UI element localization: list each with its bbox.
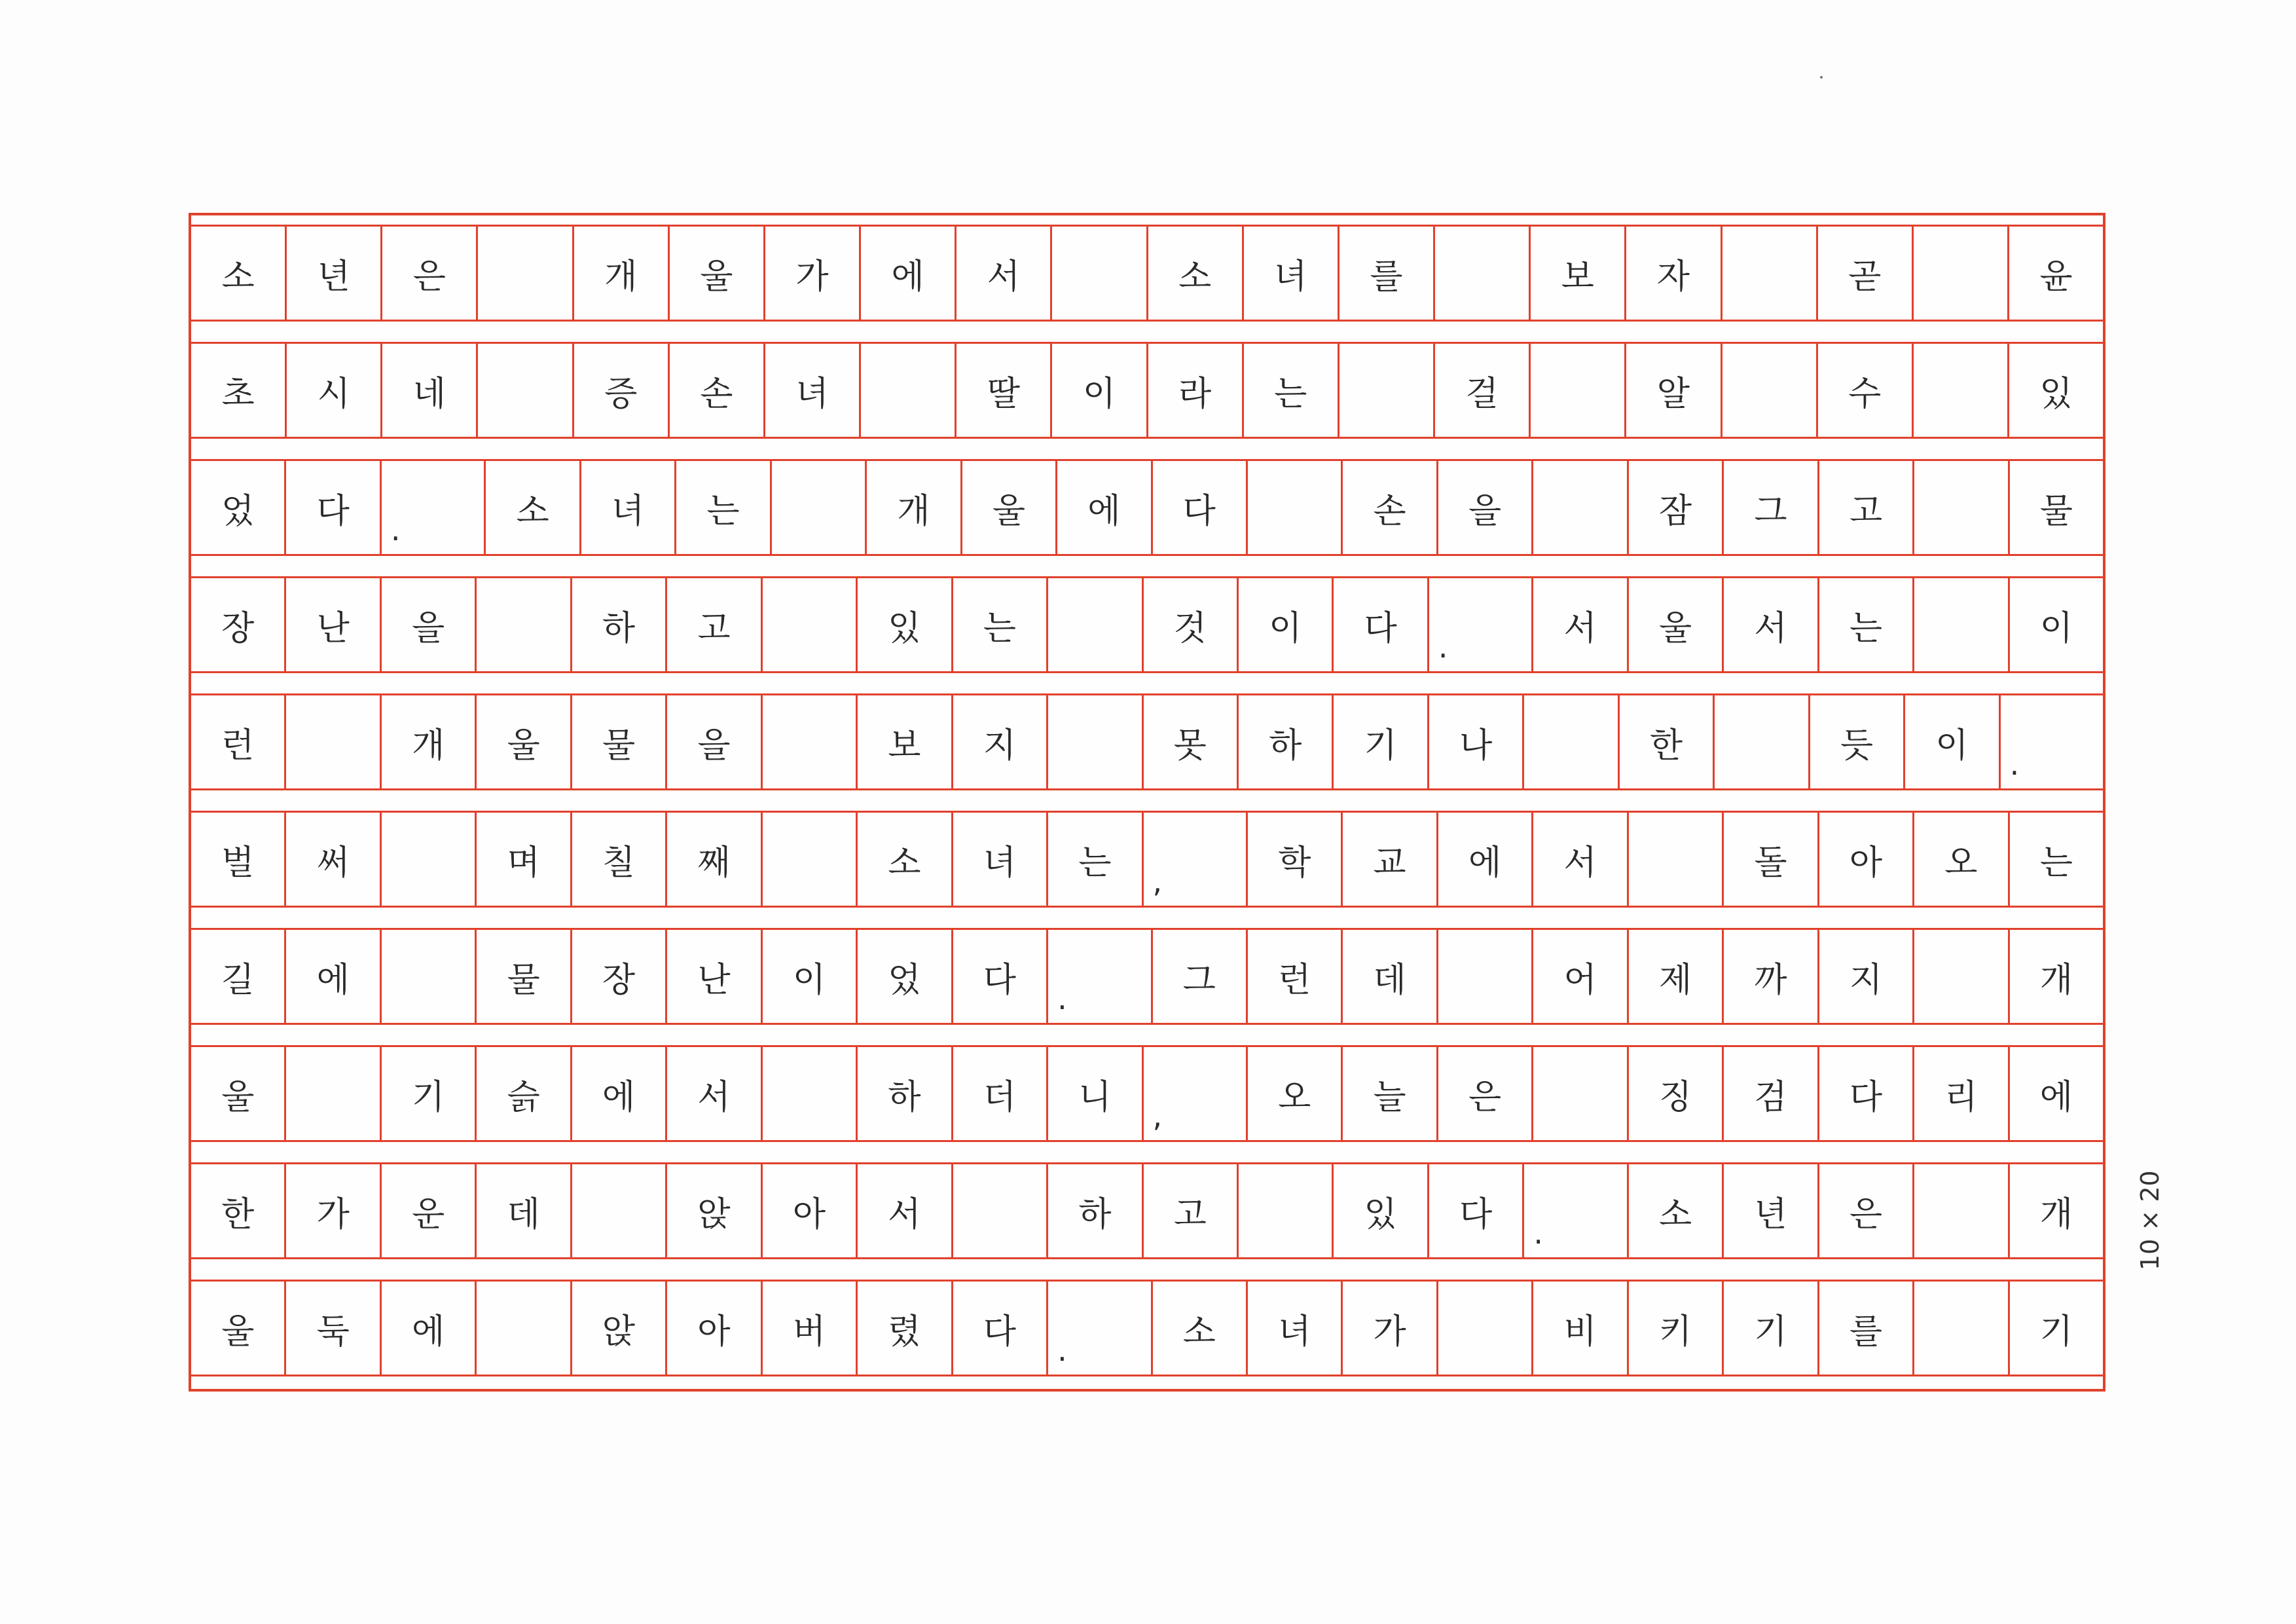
grid-cell: . [382,461,486,554]
grid-cell: 보 [858,695,953,788]
grid-cell: 제 [1629,930,1724,1023]
grid-cell: 가 [1343,1282,1438,1375]
grid-row [191,1162,2103,1259]
grid-cell: 에 [1057,461,1152,554]
grid-cell: 아 [667,1282,762,1375]
grid-cell: 을 [1438,461,1533,554]
grid-row [191,225,2103,322]
grid-cell: 을 [382,578,477,671]
grid-cell: 손 [1343,461,1438,554]
grid-cell: 은 [1438,1047,1533,1140]
grid-cell: 더 [953,1047,1048,1140]
grid-cell [1524,695,1619,788]
grid-cell: 하 [572,578,667,671]
grid-cell [1914,578,2009,671]
grid-cell: 었 [191,461,286,554]
grid-cell [1048,695,1143,788]
grid-cell: 키 [1629,1282,1724,1375]
grid-cell: . [1429,578,1533,671]
grid-cell: 니 [1048,1047,1143,1140]
grid-row [191,811,2103,908]
grid-cell: 곧 [1818,227,1914,320]
grid-cell: 가 [765,227,861,320]
grid-cell: 나 [1429,695,1524,788]
grid-cell: 아 [1819,813,1914,906]
grid-cell: 난 [286,578,381,671]
grid-cell: 런 [1248,930,1343,1023]
grid-cell [763,695,858,788]
grid-cell: 한 [191,1164,286,1257]
grid-cell: 개 [2039,960,2073,1000]
grid-cell: 를 [1339,227,1435,320]
grid-cell [1048,578,1143,671]
grid-cell: 소 [858,813,953,906]
grid-cell: 는 [1048,813,1143,906]
grid-cell [1533,461,1628,554]
grid-cell: 듯 [1810,695,1905,788]
grid-cell: 징 [1629,1047,1724,1140]
grid-row [191,928,2103,1025]
grid-cell: 그 [1153,930,1248,1023]
grid-cell: , [1144,1047,1248,1140]
grid-cell: 증 [574,344,670,437]
grid-cell [1435,227,1531,320]
grid-cell: 개 [2039,1194,2073,1234]
grid-cell [1914,1164,2009,1257]
grid-cell: 에 [286,930,381,1023]
grid-cell: 서 [1533,813,1628,906]
grid-cell [478,344,574,437]
grid-cell: 지 [1819,930,1914,1023]
grid-cell: 이 [2039,608,2073,648]
grid-cell: 는 [2039,843,2073,883]
grid-cell: 울 [962,461,1057,554]
grid-cell: 소 [1629,1164,1724,1257]
grid-cell: 라 [1148,344,1244,437]
grid-cell: 다 [1429,1164,1524,1257]
grid-cell: 리 [1914,1047,2009,1140]
grid-cell [1438,1282,1533,1375]
grid-cell: 손 [670,344,765,437]
grid-size-label: 10 × 20 [2136,1170,2164,1270]
grid-cell [382,930,477,1023]
grid-cell: 서 [1724,578,1819,671]
grid-row [191,459,2103,556]
grid-cell: 년 [1724,1164,1819,1257]
grid-cell: 딸 [957,344,1052,437]
grid-row [191,342,2103,439]
grid-cell [763,578,858,671]
grid-cell: 이 [1905,695,2000,788]
grid-cell: 에 [382,1282,477,1375]
grid-cell: 둑 [286,1282,381,1375]
grid-cell: 하 [1048,1164,1143,1257]
grid-cell: 개 [382,695,477,788]
grid-cell: 장 [572,930,667,1023]
grid-cell [1531,344,1626,437]
grid-cell: 고 [1819,461,1914,554]
manuscript-grid-sheet [189,213,2105,1392]
grid-cell: 다 [953,1282,1048,1375]
grid-cell: 다 [1153,461,1248,554]
grid-row [191,1045,2103,1142]
grid-cell [763,813,858,906]
grid-cell: 데 [477,1164,572,1257]
grid-cell: 울 [477,695,572,788]
grid-cell: 난 [667,930,762,1023]
grid-cell: 에 [2039,1077,2073,1117]
grid-cell: 녀 [1248,1282,1343,1375]
grid-cell: 은 [1819,1164,1914,1257]
grid-cell: 못 [1144,695,1239,788]
grid-cell: 기 [382,1047,477,1140]
grid-cell: 운 [382,1164,477,1257]
grid-cell: 비 [1533,1282,1628,1375]
grid-cell: 는 [953,578,1048,671]
grid-cell: 네 [382,344,478,437]
grid-cell: 있 [858,578,953,671]
grid-cell [1715,695,1810,788]
grid-cell [1722,344,1818,437]
grid-cell: 걸 [1435,344,1531,437]
grid-cell: 다 [1819,1047,1914,1140]
grid-cell: 늘 [1343,1047,1438,1140]
grid-cell: 까 [1724,930,1819,1023]
grid-cell: 녀 [953,813,1048,906]
grid-cell: 녀 [765,344,861,437]
grid-cell: 은 [382,227,478,320]
grid-cell: 기 [1334,695,1429,788]
grid-cell: 아 [763,1164,858,1257]
grid-cell: 그 [1724,461,1819,554]
grid-cell: 서 [957,227,1052,320]
grid-cell: 자 [1626,227,1722,320]
grid-cell: 다 [286,461,381,554]
grid-cell: 윤 [2039,257,2073,297]
grid-cell: 소 [1153,1282,1248,1375]
grid-cell: 써 [286,813,381,906]
grid-cell [1052,227,1148,320]
grid-cell: 서 [1533,578,1628,671]
grid-row [191,1280,2103,1376]
grid-cell: 소 [191,227,287,320]
grid-cell: 슭 [477,1047,572,1140]
grid-cell: 교 [1343,813,1438,906]
grid-cell: 울 [670,227,765,320]
grid-cell: 보 [1531,227,1626,320]
grid-cell: 이 [763,930,858,1023]
grid-cell: 초 [191,344,287,437]
grid-cell: 는 [1819,578,1914,671]
grid-cell: 칠 [572,813,667,906]
grid-cell [1914,930,2009,1023]
grid-cell: 알 [1626,344,1722,437]
grid-cell: 물 [477,930,572,1023]
grid-cell: . [2009,747,2020,782]
grid-cell: 년 [287,227,382,320]
grid-cell [286,695,381,788]
grid-cell [1339,344,1435,437]
grid-cell: 다 [1334,578,1429,671]
grid-cell: 길 [191,930,286,1023]
grid-cell: 기 [1724,1282,1819,1375]
grid-cell: 데 [1343,930,1438,1023]
grid-cell: , [1144,813,1248,906]
grid-cell: 다 [953,930,1048,1023]
manuscript-grid [191,215,2103,1389]
grid-cell: 었 [858,930,953,1023]
grid-cell: 개 [574,227,670,320]
grid-cell [1239,1164,1334,1257]
grid-cell [572,1164,667,1257]
grid-cell [1914,227,2009,320]
grid-cell: 오 [1248,1047,1343,1140]
grid-cell: 이 [1239,578,1334,671]
grid-cell [478,227,574,320]
grid-cell: . [1524,1164,1628,1257]
grid-cell [953,1164,1048,1257]
grid-cell: 는 [1244,344,1339,437]
grid-cell: 돌 [1724,813,1819,906]
scan-speck [1820,76,1823,79]
grid-cell [772,461,867,554]
grid-cell: 벌 [191,813,286,906]
grid-cell [1438,930,1533,1023]
grid-cell: 런 [191,695,286,788]
grid-cell: 에 [1438,813,1533,906]
grid-cell: 물 [2039,491,2073,531]
grid-cell [861,344,957,437]
grid-cell [286,1047,381,1140]
grid-cell: 시 [287,344,382,437]
grid-cell: 을 [667,695,762,788]
grid-cell: . [1048,1282,1152,1375]
grid-cell: 학 [1248,813,1343,906]
grid-cell: 잠 [1629,461,1724,554]
grid-cell: 울 [1629,578,1724,671]
grid-cell: 가 [286,1164,381,1257]
grid-cell: 울 [191,1282,286,1375]
grid-cell [1248,461,1343,554]
grid-cell: 며 [477,813,572,906]
grid-cell: 를 [1819,1282,1914,1375]
grid-cell: 고 [1144,1164,1239,1257]
grid-cell: 녀 [1244,227,1339,320]
grid-cell: 개 [867,461,962,554]
grid-cell: 에 [861,227,957,320]
grid-cell: 고 [667,578,762,671]
grid-cell [1533,1047,1628,1140]
grid-cell [477,578,572,671]
grid-row [191,693,2103,790]
grid-cell [477,1282,572,1375]
grid-cell: 이 [1052,344,1148,437]
grid-cell: 장 [191,578,286,671]
grid-cell: 서 [667,1047,762,1140]
grid-cell: 하 [858,1047,953,1140]
grid-cell: 에 [572,1047,667,1140]
grid-cell: 있 [1334,1164,1429,1257]
grid-cell: 는 [676,461,771,554]
grid-cell [1722,227,1818,320]
grid-cell: 오 [1914,813,2009,906]
grid-cell: 앉 [572,1282,667,1375]
grid-cell: 있 [2039,374,2073,414]
grid-cell [1629,813,1724,906]
grid-cell [1914,461,2009,554]
grid-cell: 한 [1620,695,1715,788]
grid-cell: 것 [1144,578,1239,671]
grid-cell: 수 [1818,344,1914,437]
grid-cell: 버 [763,1282,858,1375]
grid-cell: 하 [1239,695,1334,788]
grid-cell: 물 [572,695,667,788]
grid-cell: 서 [858,1164,953,1257]
grid-cell [763,1047,858,1140]
grid-cell [1914,344,2009,437]
grid-cell [382,813,477,906]
grid-cell: 렸 [858,1282,953,1375]
grid-cell: 검 [1724,1047,1819,1140]
grid-cell: 소 [486,461,581,554]
grid-cell: 녀 [581,461,676,554]
grid-cell: 어 [1533,930,1628,1023]
grid-row [191,576,2103,673]
grid-cell: 지 [953,695,1048,788]
grid-cell: . [1048,930,1152,1023]
grid-cell: 소 [1148,227,1244,320]
grid-cell: 앉 [667,1164,762,1257]
grid-cell: 째 [667,813,762,906]
grid-cell: 울 [191,1047,286,1140]
grid-cell [1914,1282,2009,1375]
grid-cell: 기 [2039,1312,2073,1352]
